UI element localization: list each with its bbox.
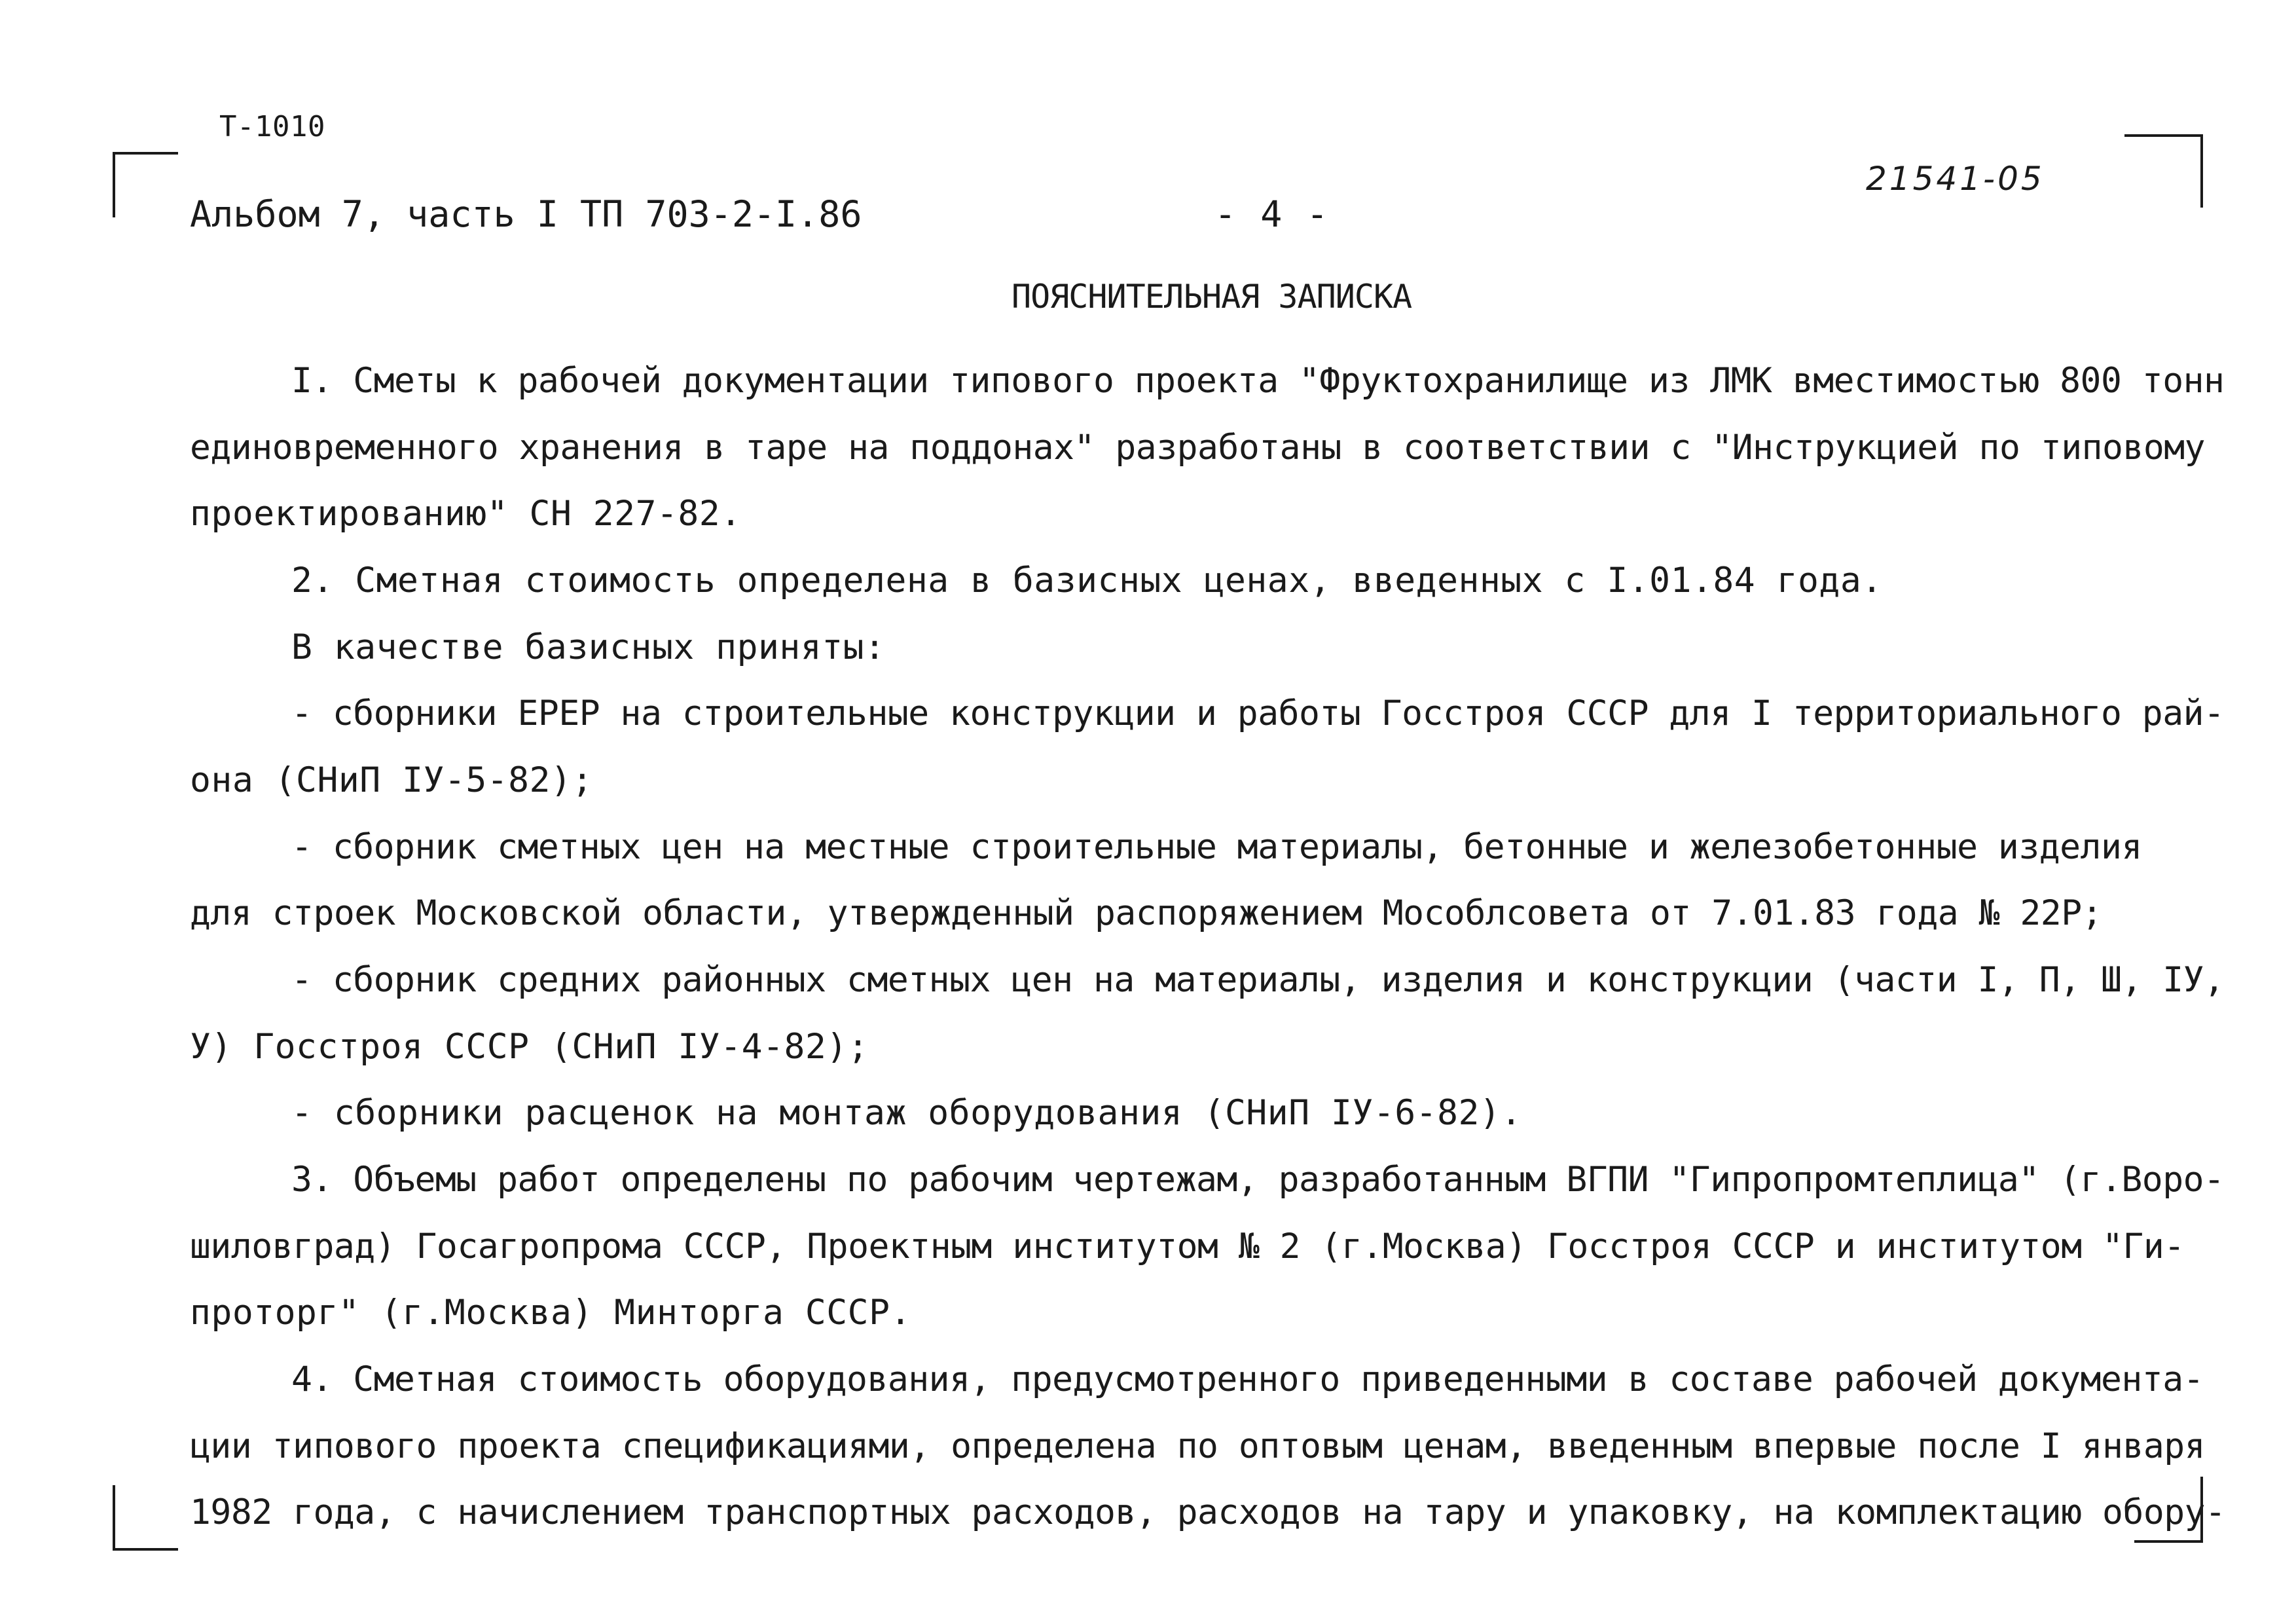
- body-line-7: она (СНиП IУ-5-82);: [190, 760, 593, 800]
- body-line-14: шиловград) Госагропрома СССР, Проектным институтом № 2 (г.Москва) Госстроя СССР и институтом "Ги-: [190, 1227, 2185, 1266]
- body-line-3: проектированию" СН 227-82.: [190, 494, 742, 534]
- body-line-16: 4. Сметная стоимость оборудования, предусмотренного приведенными в составе рабочей документа-: [291, 1359, 2204, 1399]
- body-line-17: ции типового проекта спецификациями, определена по оптовым ценам, введенным впервые после I января: [190, 1426, 2206, 1466]
- document-title: ПОЯСНИТЕЛЬНАЯ ЗАПИСКА: [1011, 278, 1412, 316]
- corner-mark-bottom-left-horizontal: [113, 1548, 178, 1551]
- body-line-12: - сборники расценок на монтаж оборудования (СНиП IУ-6-82).: [291, 1093, 1522, 1133]
- album-reference: Альбом 7, часть I ТП 703-2-I.86: [190, 193, 862, 235]
- body-line-1: I. Сметы к рабочей документации типового проекта "Фруктохранилище из ЛМК вместимостью 800 тонн: [291, 361, 2225, 401]
- page-number: - 4 -: [1214, 193, 1330, 235]
- corner-mark-bottom-right-horizontal: [2134, 1540, 2203, 1543]
- handwritten-number: 21541-05: [1866, 160, 2045, 198]
- body-line-5: В качестве базисных приняты:: [291, 627, 886, 667]
- body-line-10: - сборник средних районных сметных цен на материалы, изделия и конструкции (части I, П, Ш, IУ,: [291, 960, 2225, 1000]
- corner-mark-bottom-left-vertical: [113, 1485, 115, 1551]
- body-line-18: 1982 года, с начислением транспортных расходов, расходов на тару и упаковку, на комплектацию обору-: [190, 1492, 2226, 1532]
- corner-mark-top-left-vertical: [113, 152, 115, 217]
- corner-mark-top-right-vertical: [2200, 134, 2203, 208]
- body-line-13: 3. Объемы работ определены по рабочим чертежам, разработанным ВГПИ "Гипропромтеплица" (г.Воро-: [291, 1160, 2225, 1200]
- body-line-4: 2. Сметная стоимость определена в базисных ценах, введенных с I.01.84 года.: [291, 561, 1883, 600]
- corner-mark-top-right-horizontal: [2124, 134, 2203, 137]
- body-line-15: проторг" (г.Москва) Минторга СССР.: [190, 1293, 911, 1333]
- corner-mark-top-left-horizontal: [113, 152, 178, 155]
- body-line-2: единовременного хранения в таре на поддонах" разработаны в соответствии с "Инструкцией по типовому: [190, 428, 2206, 468]
- body-line-6: - сборники ЕРЕР на строительные конструкции и работы Госстроя СССР для I территориального рай-: [291, 693, 2225, 733]
- body-line-8: - сборник сметных цен на местные строительные материалы, бетонные и железобетонные изделия: [291, 827, 2142, 867]
- body-line-9: для строек Московской области, утвержденный распоряжением Мособлсовета от 7.01.83 года № 22Р;: [190, 893, 2103, 933]
- body-line-11: У) Госстроя СССР (СНиП IУ-4-82);: [190, 1027, 869, 1067]
- document-code: Т-1010: [219, 110, 325, 143]
